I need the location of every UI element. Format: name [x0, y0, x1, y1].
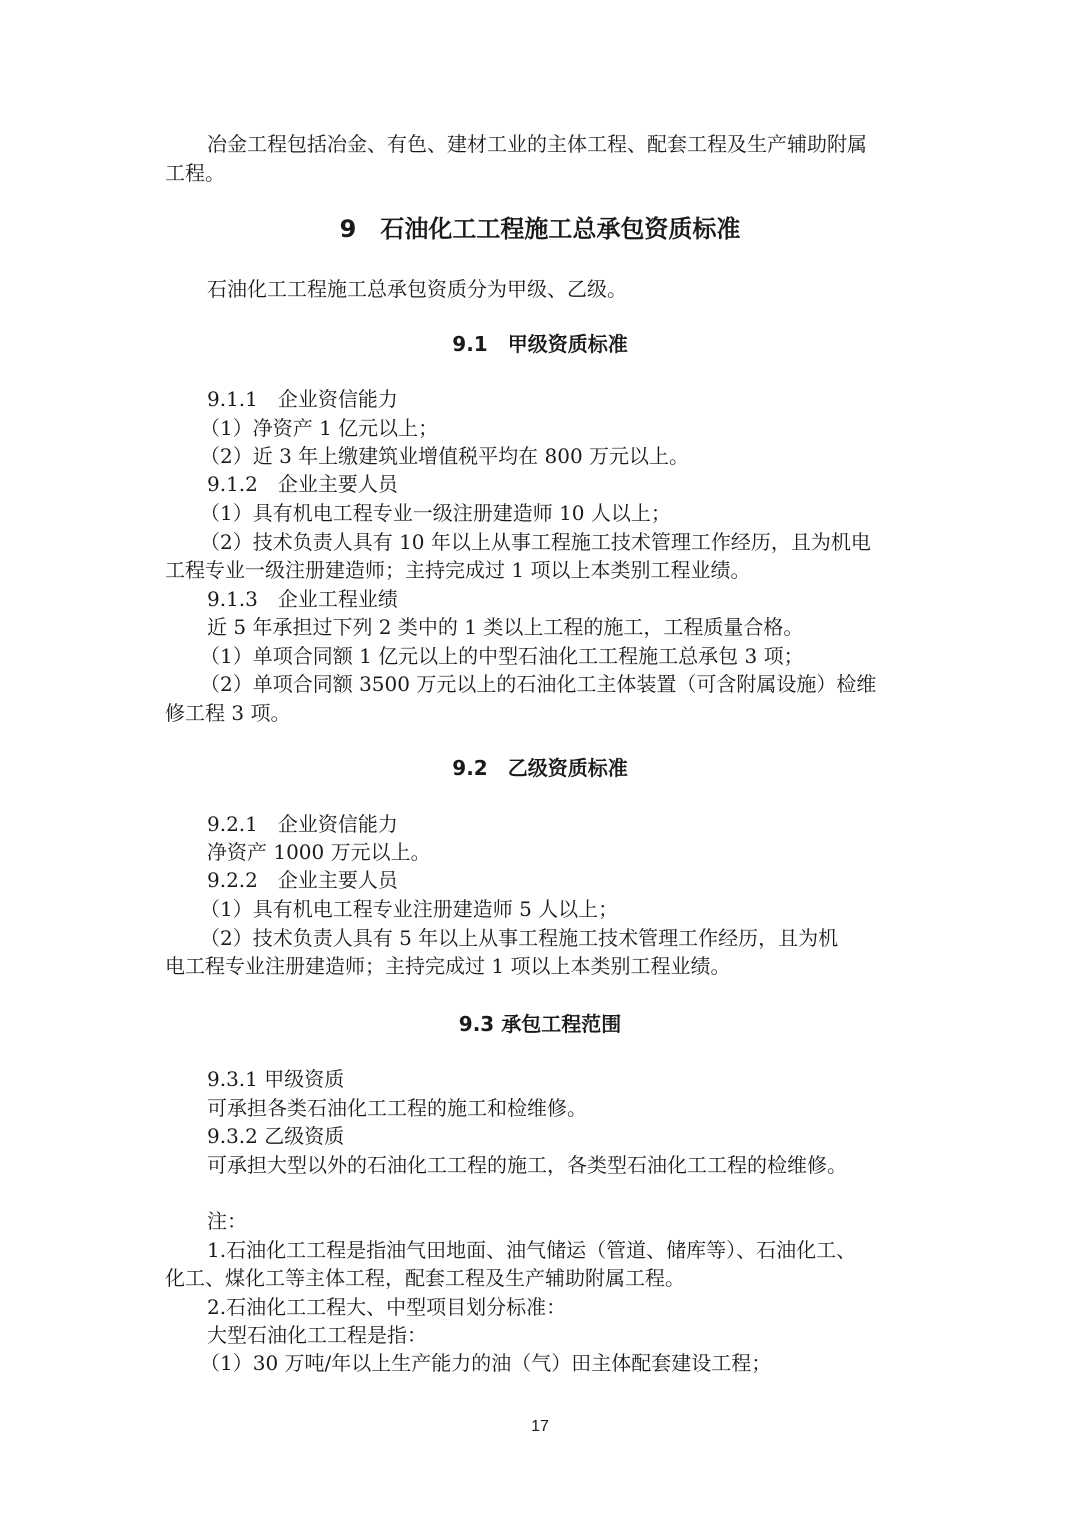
- paragraph-line: 修工程 3 项。: [165, 701, 291, 725]
- note-label: 注：: [207, 1209, 247, 1233]
- note-item: 1.石油化工工程是指油气田地面、油气储运（管道、储库等）、石油化工、: [207, 1238, 857, 1262]
- paragraph-line: 化工、煤化工等主体工程，配套工程及生产辅助附属工程。: [165, 1266, 685, 1290]
- clause-heading: 9.1.3 企业工程业绩: [207, 587, 398, 611]
- clause-heading: 9.3.2 乙级资质: [207, 1124, 345, 1148]
- subsection-heading-9-1: 9.1 甲级资质标准: [452, 332, 628, 356]
- list-item: （1）净资产 1 亿元以上；: [200, 416, 439, 440]
- clause-heading: 9.3.1 甲级资质: [207, 1067, 345, 1091]
- paragraph-line: 大型石油化工工程是指：: [207, 1323, 427, 1347]
- paragraph-line: 近 5 年承担过下列 2 类中的 1 类以上工程的施工，工程质量合格。: [207, 615, 804, 639]
- paragraph-line: 石油化工工程施工总承包资质分为甲级、乙级。: [207, 277, 627, 301]
- paragraph-line: 净资产 1000 万元以上。: [207, 840, 431, 864]
- clause-heading: 9.2.1 企业资信能力: [207, 812, 398, 836]
- note-item: 2.石油化工工程大、中型项目划分标准：: [207, 1295, 567, 1319]
- list-item: （2）单项合同额 3500 万元以上的石油化工主体装置（可含附属设施）检维: [200, 672, 877, 696]
- list-item: （2）技术负责人具有 10 年以上从事工程施工技术管理工作经历，且为机电: [200, 530, 871, 554]
- list-item: （1）具有机电工程专业一级注册建造师 10 人以上；: [200, 501, 671, 525]
- page-number: 17: [531, 1418, 549, 1435]
- clause-heading: 9.2.2 企业主要人员: [207, 868, 398, 892]
- paragraph-line: 电工程专业注册建造师；主持完成过 1 项以上本类别工程业绩。: [165, 954, 731, 978]
- paragraph-line: 可承担大型以外的石油化工工程的施工，各类型石油化工工程的检维修。: [207, 1153, 847, 1177]
- subsection-heading-9-2: 9.2 乙级资质标准: [452, 756, 628, 780]
- clause-heading: 9.1.1 企业资信能力: [207, 387, 398, 411]
- list-item: （1）具有机电工程专业注册建造师 5 人以上；: [200, 897, 619, 921]
- paragraph-line: 冶金工程包括冶金、有色、建材工业的主体工程、配套工程及生产辅助附属: [207, 132, 867, 156]
- clause-heading: 9.1.2 企业主要人员: [207, 472, 398, 496]
- paragraph-line: 工程。: [165, 161, 225, 185]
- subsection-heading-9-3: 9.3 承包工程范围: [458, 1012, 622, 1036]
- paragraph-line: 工程专业一级注册建造师；主持完成过 1 项以上本类别工程业绩。: [165, 558, 751, 582]
- list-item: （2）技术负责人具有 5 年以上从事工程施工技术管理工作经历，且为机: [200, 926, 839, 950]
- paragraph-line: 可承担各类石油化工工程的施工和检维修。: [207, 1096, 587, 1120]
- section-heading-9: 9 石油化工工程施工总承包资质标准: [339, 215, 741, 243]
- list-item: （2）近 3 年上缴建筑业增值税平均在 800 万元以上。: [200, 444, 690, 468]
- list-item: （1）30 万吨/年以上生产能力的油（气）田主体配套建设工程；: [200, 1351, 772, 1375]
- list-item: （1）单项合同额 1 亿元以上的中型石油化工工程施工总承包 3 项；: [200, 644, 804, 668]
